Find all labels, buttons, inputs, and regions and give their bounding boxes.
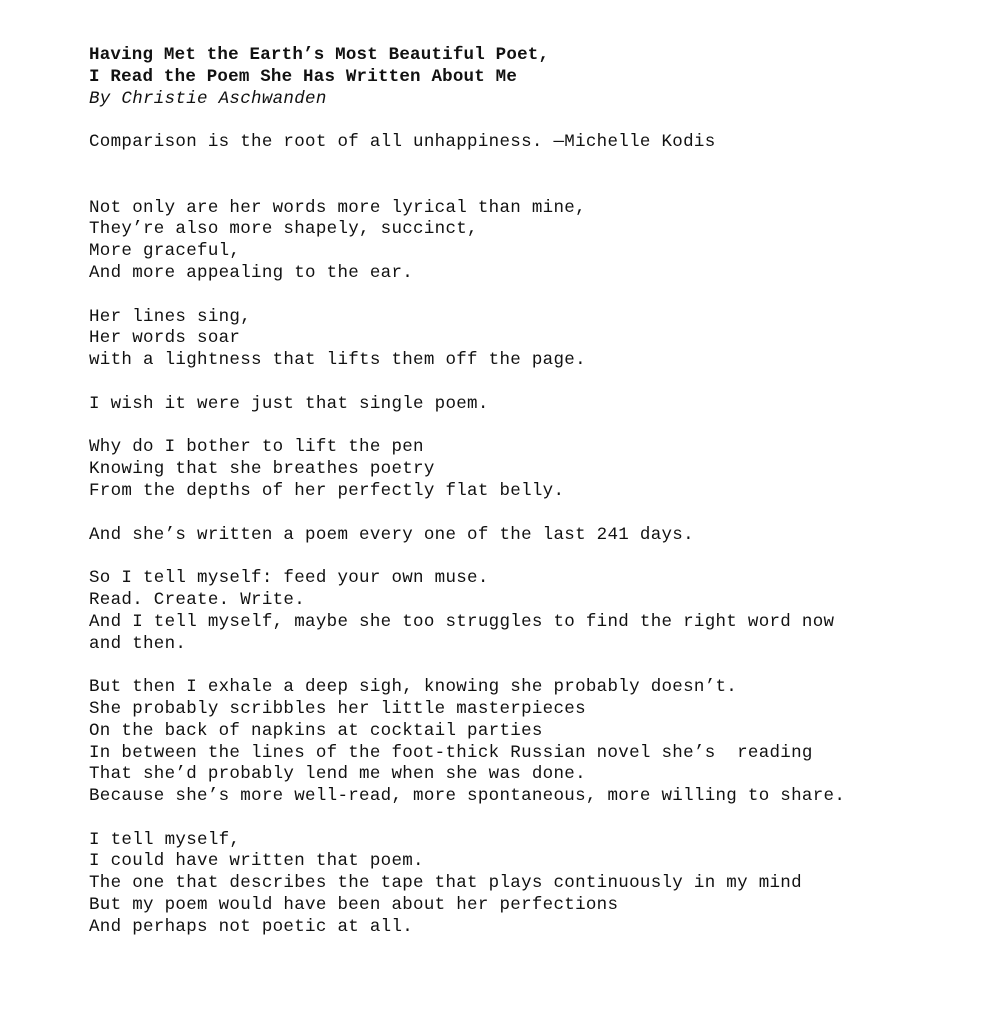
poem-title-line-1: Having Met the Earth’s Most Beautiful Poet, (89, 45, 550, 65)
stanza-7 (89, 677, 969, 808)
poem-line: and then. (89, 633, 187, 654)
stanza-8 (89, 830, 969, 939)
poem-epigraph: Comparison is the root of all unhappiness. —Michelle Kodis (89, 132, 716, 153)
poem-line: I could have written that poem. (89, 851, 424, 872)
poem-line: They’re also more shapely, succinct, (89, 219, 478, 240)
poem-line: And I tell myself, maybe she too struggles to find the right word now (89, 611, 835, 632)
poem-line: And she’s written a poem every one of the last 241 days. (89, 524, 694, 545)
poem-title-line-2: I Read the Poem She Has Written About Me (89, 66, 518, 87)
poem-line: Because she’s more well-read, more spontaneous, more willing to share. (89, 786, 846, 807)
poem-line: But then I exhale a deep sigh, knowing she probably doesn’t. (89, 677, 738, 698)
poem-line: The one that describes the tape that plays continuously in my mind (89, 873, 802, 894)
stanza-5 (89, 525, 969, 547)
poem-line: But my poem would have been about her perfections (89, 895, 619, 916)
stanza-4 (89, 437, 969, 502)
poem-line: More graceful, (89, 241, 241, 262)
poem-line: I tell myself, (89, 829, 241, 850)
poem-line: From the depths of her perfectly flat belly. (89, 480, 565, 501)
stanza-1 (89, 198, 969, 285)
poem-line: I wish it were just that single poem. (89, 393, 489, 414)
poem-line: So I tell myself: feed your own muse. (89, 568, 489, 589)
poem-line: Her words soar (89, 328, 241, 349)
poem-line: Why do I bother to lift the pen (89, 437, 424, 458)
poem-line: In between the lines of the foot-thick Russian novel she’s reading (89, 742, 813, 763)
poem-line: That she’d probably lend me when she was done. (89, 764, 586, 785)
poem-line: And perhaps not poetic at all. (89, 916, 414, 937)
poem-line: with a lightness that lifts them off the page. (89, 350, 586, 371)
poem-line: Not only are her words more lyrical than mine, (89, 197, 586, 218)
poem-line: Read. Create. Write. (89, 589, 306, 610)
poem-line: Knowing that she breathes poetry (89, 459, 435, 480)
poem-page (89, 45, 969, 939)
stanza-6 (89, 568, 969, 655)
stanza-3 (89, 394, 969, 416)
poem-line: She probably scribbles her little masterpieces (89, 698, 586, 719)
poem-byline: By Christie Aschwanden (89, 88, 327, 109)
poem-line: And more appealing to the ear. (89, 262, 414, 283)
stanza-2 (89, 307, 969, 372)
poem-line: On the back of napkins at cocktail parties (89, 720, 543, 741)
poem-line: Her lines sing, (89, 306, 252, 327)
